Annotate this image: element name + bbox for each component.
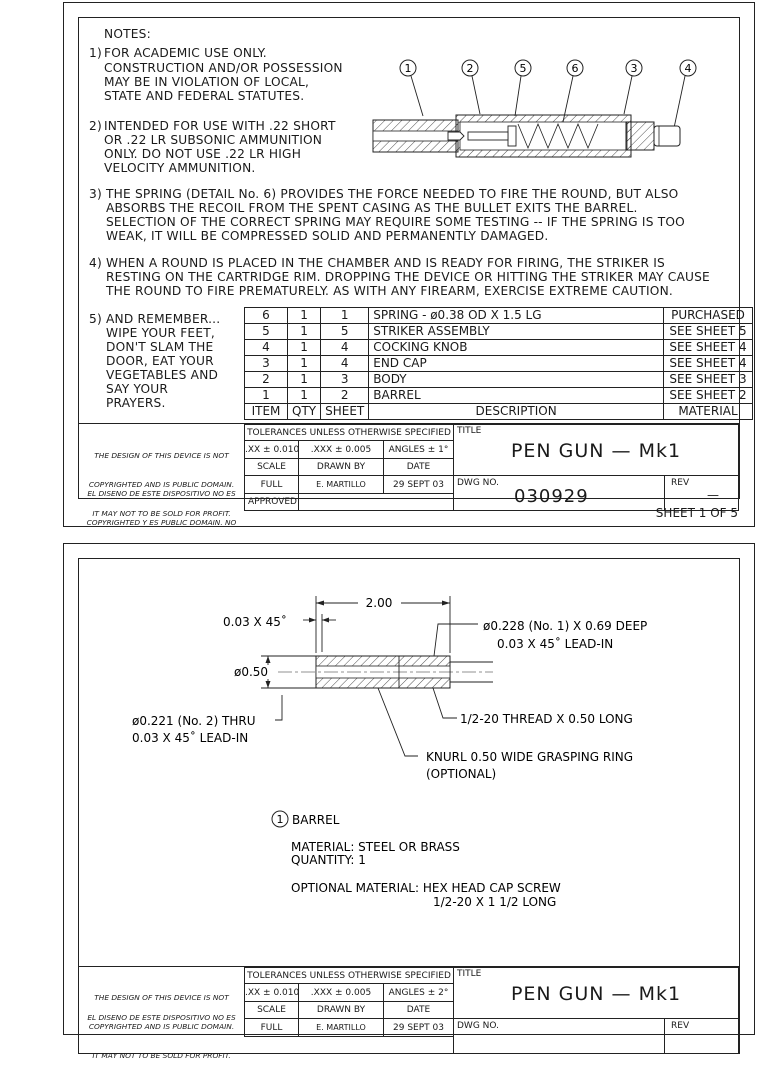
note-line: RESTING ON THE CARTRIDGE RIM. DROPPING THE DEVICE OR HITTING THE STRIKER MAY CAUSE xyxy=(106,270,710,284)
thread-callout: 1/2-20 THREAD X 0.50 LONG xyxy=(460,712,633,726)
approved-label: APPROVED xyxy=(244,493,299,511)
material-note: MATERIAL: STEEL OR BRASS xyxy=(291,840,460,854)
note-line: FOR ACADEMIC USE ONLY. xyxy=(104,46,267,60)
table-row xyxy=(245,356,753,372)
bom-cell: SEE SHEET 4 xyxy=(664,356,753,372)
table-row xyxy=(245,324,753,340)
optional-material-spec: 1/2-20 X 1 1/2 LONG xyxy=(433,895,557,909)
disclaimer-english xyxy=(84,974,239,1080)
bom-header: MATERIAL xyxy=(664,404,753,420)
bom-cell: STRIKER ASSEMBLY xyxy=(369,324,664,340)
note-line: VELOCITY AMMUNITION. xyxy=(104,161,256,175)
disclaimer-line: IT MAY NOT TO BE SOLD FOR PROFIT. xyxy=(92,1050,231,1060)
thru-callout-line-1: ø0.221 (No. 2) THRU xyxy=(132,714,256,728)
knurl-callout-line-1: KNURL 0.50 WIDE GRASPING RING xyxy=(426,750,634,764)
balloon-label: 6 xyxy=(571,62,579,75)
disclaimer-line: EL DISENO DE ESTE DISPOSITIVO NO ES xyxy=(87,489,236,499)
tolerances-label: TOLERANCES UNLESS OTHERWISE SPECIFIED xyxy=(244,967,454,984)
scale-value: FULL xyxy=(244,475,299,494)
rev-value: — xyxy=(707,488,719,502)
balloon-label: 1 xyxy=(404,62,412,75)
note-line: THE SPRING (DETAIL No. 6) PROVIDES THE FORCE NEEDED TO FIRE THE ROUND, BUT ALSO xyxy=(106,187,679,201)
bom-cell: 6 xyxy=(245,308,288,324)
drawn-by-label: DRAWN BY xyxy=(298,458,384,476)
note-number: 2) xyxy=(89,119,102,133)
disclaimer-line: COPYRIGHTED AND IS PUBLIC DOMAIN. xyxy=(88,479,235,489)
note-line: WHEN A ROUND IS PLACED IN THE CHAMBER AND IS READY FOR FIRING, THE STRIKER IS xyxy=(106,256,665,270)
bom-cell: 4 xyxy=(321,340,369,356)
balloon-label: 5 xyxy=(519,62,527,75)
note-line: INTENDED FOR USE WITH .22 SHORT xyxy=(104,119,336,133)
disclaimer-line: THE DESIGN OF THIS DEVICE IS NOT xyxy=(94,993,229,1003)
tolerance-angles: ANGLES ± 2° xyxy=(383,983,454,1002)
note-line: DON'T SLAM THE xyxy=(106,340,214,354)
sheet-number: SHEET 1 OF 5 xyxy=(655,506,738,520)
note-number: 4) xyxy=(89,256,102,270)
drawn-by-value: E. MARTILLO xyxy=(298,1018,384,1037)
bom-cell: 1 xyxy=(288,340,321,356)
drawing-sheet-1 xyxy=(63,2,755,527)
length-dimension-text: 2.00 xyxy=(365,596,393,610)
knurl-callout-line-2: (OPTIONAL) xyxy=(426,767,497,781)
bom-cell: 3 xyxy=(245,356,288,372)
bom-header: SHEET xyxy=(321,404,369,420)
drawn-by-label: DRAWN BY xyxy=(298,1001,384,1019)
striker-rod xyxy=(468,132,508,140)
note-number: 5) xyxy=(89,312,102,326)
bom-header: DESCRIPTION xyxy=(369,404,664,420)
tolerance-xx: .XX ± 0.010 xyxy=(244,983,299,1002)
bom-cell: 1 xyxy=(245,388,288,404)
tolerance-angles: ANGLES ± 1° xyxy=(383,440,454,459)
approved-value xyxy=(298,493,454,511)
bom-cell: 1 xyxy=(288,356,321,372)
bom-cell: 1 xyxy=(288,308,321,324)
dwg-no-cell xyxy=(453,1018,665,1054)
drawing-title: PEN GUN — Mk1 xyxy=(510,983,682,1005)
note-line: VEGETABLES AND xyxy=(106,368,219,382)
notes-heading: NOTES: xyxy=(104,27,151,41)
bom-cell: 1 xyxy=(288,324,321,340)
note-line: MAY BE IN VIOLATION OF LOCAL, xyxy=(104,75,310,89)
drawing-title: PEN GUN — Mk1 xyxy=(510,440,682,462)
date-label: DATE xyxy=(383,458,454,476)
table-header-row xyxy=(245,404,753,420)
note-line: PRAYERS. xyxy=(106,396,166,410)
bom-cell: 2 xyxy=(245,372,288,388)
dwg-no-cell xyxy=(453,475,665,511)
bom-cell: 5 xyxy=(245,324,288,340)
chamfer-left-label: 0.03 X 45˚ xyxy=(223,615,287,629)
date-value: 29 SEPT 03 xyxy=(383,475,454,494)
note-number: 3) xyxy=(89,187,102,201)
bore-callout-line-1: ø0.228 (No. 1) X 0.69 DEEP xyxy=(483,619,648,633)
balloon xyxy=(400,60,416,76)
bill-of-materials xyxy=(244,307,753,420)
bom-cell: BODY xyxy=(369,372,664,388)
quantity-note: QUANTITY: 1 xyxy=(291,853,366,867)
balloon xyxy=(515,60,531,76)
note-line: CONSTRUCTION AND/OR POSSESSION xyxy=(104,61,343,75)
disclaimer-line: COPYRIGHTED Y ES PUBLIC DOMAIN. NO xyxy=(86,517,237,527)
balloon-label: 4 xyxy=(684,62,692,75)
title-cell xyxy=(453,424,739,476)
bom-header: ITEM xyxy=(245,404,288,420)
barrel-detail-drawing xyxy=(78,558,738,958)
balloon xyxy=(680,60,696,76)
disclaimer-line: IT MAY NOT TO BE SOLD FOR PROFIT. xyxy=(92,508,231,518)
note-line: SELECTION OF THE CORRECT SPRING MAY REQUIRE SOME TESTING -- IF THE SPRING IS TOO xyxy=(106,215,685,229)
bom-cell: SEE SHEET 4 xyxy=(664,340,753,356)
note-line: STATE AND FEDERAL STATUTES. xyxy=(104,89,305,103)
drawing-frame xyxy=(78,558,740,1060)
bom-cell: COCKING KNOB xyxy=(369,340,664,356)
scale-value: FULL xyxy=(244,1018,299,1037)
end-cap-section xyxy=(626,122,654,150)
date-value: 29 SEPT 03 xyxy=(383,1018,454,1037)
date-label: DATE xyxy=(383,1001,454,1019)
cartridge-round xyxy=(448,132,464,140)
bom-cell: SEE SHEET 5 xyxy=(664,324,753,340)
title-block xyxy=(78,966,740,1060)
note-line: WIPE YOUR FEET, xyxy=(106,326,215,340)
tolerance-xxx: .XXX ± 0.005 xyxy=(298,983,384,1002)
assembly-section-view xyxy=(368,52,698,172)
bom-cell: 5 xyxy=(321,324,369,340)
bore-callout-line-2: 0.03 X 45˚ LEAD-IN xyxy=(497,637,614,651)
note-number: 1) xyxy=(89,46,102,60)
bom-cell: SEE SHEET 3 xyxy=(664,372,753,388)
drawn-by-value: E. MARTILLO xyxy=(298,475,384,494)
bom-cell: 4 xyxy=(321,356,369,372)
thru-callout-line-2: 0.03 X 45˚ LEAD-IN xyxy=(132,731,249,745)
cocking-knob xyxy=(654,126,680,146)
note-line: ONLY. DO NOT USE .22 LR HIGH xyxy=(104,147,302,161)
balloon xyxy=(462,60,478,76)
bom-cell: 1 xyxy=(288,372,321,388)
rev-cell xyxy=(664,1018,739,1054)
note-line: OR .22 LR SUBSONIC AMMUNITION xyxy=(104,133,323,147)
bom-cell: SEE SHEET 2 xyxy=(664,388,753,404)
bom-cell: BARREL xyxy=(369,388,664,404)
bom-cell: 1 xyxy=(288,388,321,404)
rev-label: REV xyxy=(671,1021,690,1031)
tolerance-xxx: .XXX ± 0.005 xyxy=(298,440,384,459)
note-line: AND REMEMBER... xyxy=(106,312,221,326)
bom-header: QTY xyxy=(288,404,321,420)
optional-material-note: OPTIONAL MATERIAL: HEX HEAD CAP SCREW xyxy=(291,881,561,895)
bom-cell: SPRING - ø0.38 OD X 1.5 LG xyxy=(369,308,664,324)
rev-label: REV xyxy=(671,478,690,488)
dwg-no-value: 030929 xyxy=(514,486,589,507)
disclaimer-spanish: EL DISENO DE ESTE DISPOSITIVO NO ES xyxy=(87,1013,236,1022)
note-line: SAY YOUR xyxy=(106,382,169,396)
title-cell xyxy=(453,967,739,1019)
title-label: TITLE xyxy=(457,969,482,979)
balloon xyxy=(567,60,583,76)
scale-label: SCALE xyxy=(244,458,299,476)
bom-cell: 4 xyxy=(245,340,288,356)
bom-cell: 2 xyxy=(321,388,369,404)
bom-cell: END CAP xyxy=(369,356,664,372)
table-row xyxy=(245,308,753,324)
striker-head xyxy=(508,126,516,146)
dwg-no-label: DWG NO. xyxy=(457,478,499,488)
disclaimer-line: COPYRIGHTED AND IS PUBLIC DOMAIN. xyxy=(88,1021,235,1031)
drawing-sheet-2 xyxy=(63,543,755,1060)
part-name: BARREL xyxy=(292,813,340,827)
balloon-label: 2 xyxy=(466,62,474,75)
tolerances-label: TOLERANCES UNLESS OTHERWISE SPECIFIED xyxy=(244,424,454,441)
table-row xyxy=(245,340,753,356)
balloon-label: 3 xyxy=(630,62,638,75)
bom-cell: 3 xyxy=(321,372,369,388)
title-label: TITLE xyxy=(457,426,482,436)
scale-label: SCALE xyxy=(244,1001,299,1019)
diameter-label: ø0.50 xyxy=(234,665,269,679)
barrel-bore xyxy=(373,131,458,141)
note-line: ABSORBS THE RECOIL FROM THE SPENT CASING AS THE BULLET EXITS THE BARREL. xyxy=(106,201,638,215)
table-row xyxy=(245,372,753,388)
dwg-no-label: DWG NO. xyxy=(457,1021,499,1031)
note-line: DOOR, EAT YOUR xyxy=(106,354,214,368)
table-row xyxy=(245,388,753,404)
tolerance-xx: .XX ± 0.010 xyxy=(244,440,299,459)
bom-cell: PURCHASED xyxy=(664,308,753,324)
balloon xyxy=(626,60,642,76)
disclaimer-line: THE DESIGN OF THIS DEVICE IS NOT xyxy=(94,451,229,461)
bom-cell: 1 xyxy=(321,308,369,324)
part-balloon-label: 1 xyxy=(276,813,284,826)
note-line: WEAK, IT WILL BE COMPRESSED SOLID AND PERMANENTLY DAMAGED. xyxy=(106,229,549,243)
note-line: THE ROUND TO FIRE PREMATURELY. AS WITH ANY FIREARM, EXERCISE EXTREME CAUTION. xyxy=(106,284,673,298)
